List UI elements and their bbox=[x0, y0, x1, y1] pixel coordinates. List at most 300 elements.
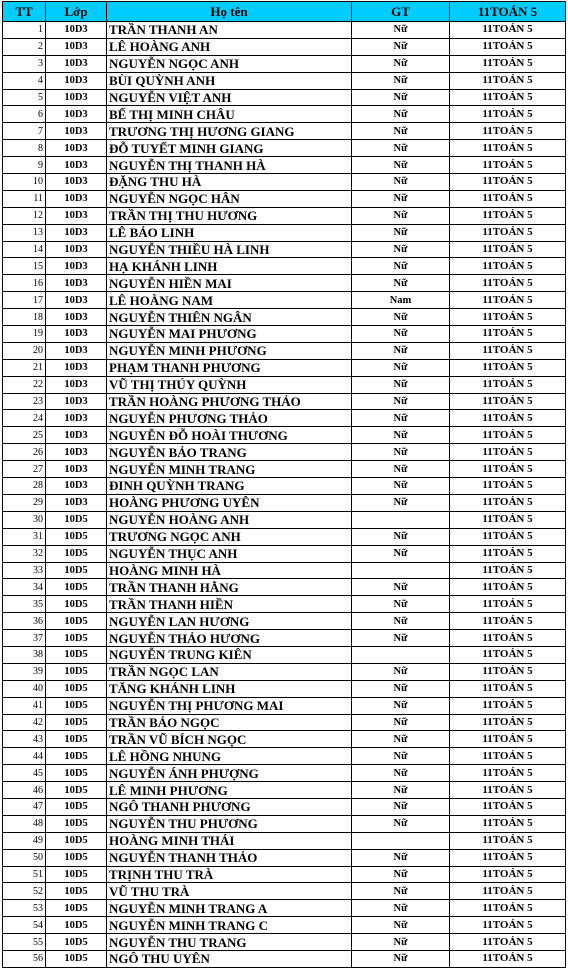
cell-class: 11TOÁN 5 bbox=[450, 258, 566, 275]
cell-class: 11TOÁN 5 bbox=[450, 900, 566, 917]
table-row bbox=[3, 224, 566, 241]
cell-gt: Nữ bbox=[352, 663, 450, 680]
cell-name: NGUYỄN PHƯƠNG THẢO bbox=[107, 410, 352, 427]
cell-lop: 10D3 bbox=[46, 89, 107, 106]
cell-lop: 10D3 bbox=[46, 444, 107, 461]
cell-name: TRẦN THANH HẰNG bbox=[107, 579, 352, 596]
cell-gt: Nữ bbox=[352, 55, 450, 72]
cell-name: TRẦN THANH HIỀN bbox=[107, 596, 352, 613]
cell-class: 11TOÁN 5 bbox=[450, 275, 566, 292]
cell-name: VŨ THU TRÀ bbox=[107, 883, 352, 900]
cell-tt: 15 bbox=[3, 258, 46, 275]
cell-lop: 10D5 bbox=[46, 562, 107, 579]
cell-gt: Nữ bbox=[352, 630, 450, 647]
cell-tt: 11 bbox=[3, 190, 46, 207]
cell-gt: Nữ bbox=[352, 342, 450, 359]
cell-class: 11TOÁN 5 bbox=[450, 697, 566, 714]
cell-gt: Nữ bbox=[352, 900, 450, 917]
cell-tt: 51 bbox=[3, 866, 46, 883]
cell-gt: Nữ bbox=[352, 359, 450, 376]
cell-name: ĐẶNG THU HÀ bbox=[107, 174, 352, 191]
cell-name: NGUYỄN MINH PHƯƠNG bbox=[107, 342, 352, 359]
cell-gt: Nữ bbox=[352, 140, 450, 157]
cell-class: 11TOÁN 5 bbox=[450, 224, 566, 241]
cell-lop: 10D3 bbox=[46, 275, 107, 292]
cell-name: ĐINH QUỲNH TRANG bbox=[107, 478, 352, 495]
table-row bbox=[3, 157, 566, 174]
table-row bbox=[3, 680, 566, 697]
cell-class: 11TOÁN 5 bbox=[450, 849, 566, 866]
cell-lop: 10D3 bbox=[46, 106, 107, 123]
cell-tt: 35 bbox=[3, 596, 46, 613]
cell-tt: 43 bbox=[3, 731, 46, 748]
cell-gt: Nữ bbox=[352, 596, 450, 613]
cell-tt: 16 bbox=[3, 275, 46, 292]
cell-lop: 10D3 bbox=[46, 38, 107, 55]
cell-gt: Nữ bbox=[352, 72, 450, 89]
cell-gt: Nữ bbox=[352, 22, 450, 39]
cell-class: 11TOÁN 5 bbox=[450, 511, 566, 528]
cell-class: 11TOÁN 5 bbox=[450, 782, 566, 799]
header-lop: Lớp bbox=[46, 2, 107, 22]
table-row bbox=[3, 714, 566, 731]
table-row bbox=[3, 663, 566, 680]
cell-class: 11TOÁN 5 bbox=[450, 241, 566, 258]
cell-tt: 48 bbox=[3, 815, 46, 832]
cell-gt: Nữ bbox=[352, 461, 450, 478]
cell-gt: Nữ bbox=[352, 917, 450, 934]
cell-name: TRƯƠNG NGỌC ANH bbox=[107, 528, 352, 545]
cell-gt: Nữ bbox=[352, 697, 450, 714]
table-row bbox=[3, 326, 566, 343]
cell-gt: Nữ bbox=[352, 106, 450, 123]
cell-name: NGUYỄN THỤC ANH bbox=[107, 545, 352, 562]
cell-name: LÊ BẢO LINH bbox=[107, 224, 352, 241]
cell-lop: 10D3 bbox=[46, 55, 107, 72]
cell-tt: 32 bbox=[3, 545, 46, 562]
cell-class: 11TOÁN 5 bbox=[450, 55, 566, 72]
cell-name: NGUYỄN THU TRANG bbox=[107, 934, 352, 951]
cell-class: 11TOÁN 5 bbox=[450, 207, 566, 224]
cell-lop: 10D5 bbox=[46, 798, 107, 815]
table-row bbox=[3, 89, 566, 106]
cell-class: 11TOÁN 5 bbox=[450, 89, 566, 106]
cell-gt: Nữ bbox=[352, 798, 450, 815]
table-row bbox=[3, 190, 566, 207]
cell-tt: 46 bbox=[3, 782, 46, 799]
table-row bbox=[3, 275, 566, 292]
cell-tt: 53 bbox=[3, 900, 46, 917]
cell-gt: Nữ bbox=[352, 123, 450, 140]
table-row bbox=[3, 207, 566, 224]
cell-gt: Nữ bbox=[352, 731, 450, 748]
table-row bbox=[3, 393, 566, 410]
table-row bbox=[3, 917, 566, 934]
cell-class: 11TOÁN 5 bbox=[450, 376, 566, 393]
cell-class: 11TOÁN 5 bbox=[450, 393, 566, 410]
cell-tt: 24 bbox=[3, 410, 46, 427]
cell-name: TRỊNH THU TRÀ bbox=[107, 866, 352, 883]
table-row bbox=[3, 849, 566, 866]
cell-tt: 14 bbox=[3, 241, 46, 258]
table-row bbox=[3, 38, 566, 55]
cell-gt: Nữ bbox=[352, 613, 450, 630]
cell-name: HẠ KHÁNH LINH bbox=[107, 258, 352, 275]
cell-tt: 2 bbox=[3, 38, 46, 55]
cell-name: TRẦN HOÀNG PHƯƠNG THẢO bbox=[107, 393, 352, 410]
cell-class: 11TOÁN 5 bbox=[450, 309, 566, 326]
cell-lop: 10D5 bbox=[46, 613, 107, 630]
cell-class: 11TOÁN 5 bbox=[450, 646, 566, 663]
cell-tt: 26 bbox=[3, 444, 46, 461]
table-row bbox=[3, 174, 566, 191]
cell-lop: 10D5 bbox=[46, 765, 107, 782]
cell-lop: 10D5 bbox=[46, 849, 107, 866]
cell-gt: Nữ bbox=[352, 157, 450, 174]
cell-gt: Nữ bbox=[352, 174, 450, 191]
cell-lop: 10D5 bbox=[46, 528, 107, 545]
cell-name: NGUYỄN THIÊN NGÂN bbox=[107, 309, 352, 326]
cell-name: NGUYỄN THIỀU HÀ LINH bbox=[107, 241, 352, 258]
table-row bbox=[3, 241, 566, 258]
cell-name: TRẦN BẢO NGỌC bbox=[107, 714, 352, 731]
cell-lop: 10D5 bbox=[46, 917, 107, 934]
table-row bbox=[3, 376, 566, 393]
cell-class: 11TOÁN 5 bbox=[450, 190, 566, 207]
cell-lop: 10D3 bbox=[46, 224, 107, 241]
cell-lop: 10D5 bbox=[46, 630, 107, 647]
cell-name: LÊ HOÀNG NAM bbox=[107, 292, 352, 309]
cell-lop: 10D3 bbox=[46, 427, 107, 444]
cell-lop: 10D5 bbox=[46, 866, 107, 883]
cell-lop: 10D5 bbox=[46, 697, 107, 714]
cell-lop: 10D5 bbox=[46, 950, 107, 967]
cell-class: 11TOÁN 5 bbox=[450, 883, 566, 900]
cell-lop: 10D5 bbox=[46, 731, 107, 748]
table-row bbox=[3, 646, 566, 663]
cell-name: NGUYỄN THANH THẢO bbox=[107, 849, 352, 866]
cell-lop: 10D3 bbox=[46, 342, 107, 359]
cell-name: NGUYỄN ÁNH PHƯỢNG bbox=[107, 765, 352, 782]
cell-lop: 10D5 bbox=[46, 883, 107, 900]
cell-gt: Nữ bbox=[352, 765, 450, 782]
table-row bbox=[3, 596, 566, 613]
cell-name: BẾ THỊ MINH CHÂU bbox=[107, 106, 352, 123]
cell-gt: Nữ bbox=[352, 326, 450, 343]
cell-gt: Nữ bbox=[352, 950, 450, 967]
table-row bbox=[3, 613, 566, 630]
cell-tt: 49 bbox=[3, 832, 46, 849]
cell-class: 11TOÁN 5 bbox=[450, 478, 566, 495]
cell-lop: 10D5 bbox=[46, 646, 107, 663]
table-row bbox=[3, 55, 566, 72]
cell-class: 11TOÁN 5 bbox=[450, 680, 566, 697]
table-row bbox=[3, 511, 566, 528]
cell-lop: 10D5 bbox=[46, 934, 107, 951]
cell-gt bbox=[352, 646, 450, 663]
cell-lop: 10D3 bbox=[46, 393, 107, 410]
cell-gt: Nữ bbox=[352, 275, 450, 292]
cell-name: NGUYỄN HIỀN MAI bbox=[107, 275, 352, 292]
cell-class: 11TOÁN 5 bbox=[450, 410, 566, 427]
cell-tt: 45 bbox=[3, 765, 46, 782]
cell-name: NGUYỄN ĐỖ HOÀI THƯƠNG bbox=[107, 427, 352, 444]
cell-lop: 10D3 bbox=[46, 72, 107, 89]
cell-class: 11TOÁN 5 bbox=[450, 22, 566, 39]
cell-gt: Nữ bbox=[352, 258, 450, 275]
cell-tt: 34 bbox=[3, 579, 46, 596]
cell-gt: Nữ bbox=[352, 545, 450, 562]
cell-lop: 10D3 bbox=[46, 376, 107, 393]
cell-name: TRẦN THỊ THU HƯƠNG bbox=[107, 207, 352, 224]
table-row bbox=[3, 123, 566, 140]
cell-tt: 55 bbox=[3, 934, 46, 951]
cell-gt: Nữ bbox=[352, 680, 450, 697]
cell-name: NGUYỄN THẢO HƯƠNG bbox=[107, 630, 352, 647]
cell-name: NGUYỄN LAN HƯƠNG bbox=[107, 613, 352, 630]
cell-lop: 10D3 bbox=[46, 359, 107, 376]
cell-class: 11TOÁN 5 bbox=[450, 917, 566, 934]
cell-tt: 4 bbox=[3, 72, 46, 89]
cell-class: 11TOÁN 5 bbox=[450, 157, 566, 174]
cell-lop: 10D3 bbox=[46, 292, 107, 309]
cell-name: NGUYỄN THỊ PHƯƠNG MAI bbox=[107, 697, 352, 714]
table-row bbox=[3, 309, 566, 326]
table-row bbox=[3, 72, 566, 89]
cell-lop: 10D5 bbox=[46, 663, 107, 680]
table-row bbox=[3, 748, 566, 765]
cell-gt: Nữ bbox=[352, 444, 450, 461]
cell-lop: 10D3 bbox=[46, 478, 107, 495]
cell-gt: Nữ bbox=[352, 410, 450, 427]
cell-gt: Nữ bbox=[352, 393, 450, 410]
cell-class: 11TOÁN 5 bbox=[450, 562, 566, 579]
cell-name: LÊ HỒNG NHUNG bbox=[107, 748, 352, 765]
cell-name: NGUYỄN THU PHƯƠNG bbox=[107, 815, 352, 832]
cell-lop: 10D5 bbox=[46, 511, 107, 528]
cell-class: 11TOÁN 5 bbox=[450, 731, 566, 748]
cell-tt: 10 bbox=[3, 174, 46, 191]
cell-lop: 10D5 bbox=[46, 832, 107, 849]
cell-tt: 30 bbox=[3, 511, 46, 528]
table-row bbox=[3, 478, 566, 495]
cell-class: 11TOÁN 5 bbox=[450, 494, 566, 511]
cell-class: 11TOÁN 5 bbox=[450, 798, 566, 815]
cell-class: 11TOÁN 5 bbox=[450, 342, 566, 359]
cell-name: TRẦN NGỌC LAN bbox=[107, 663, 352, 680]
cell-lop: 10D3 bbox=[46, 190, 107, 207]
cell-name: NGUYỄN MINH TRANG A bbox=[107, 900, 352, 917]
cell-lop: 10D5 bbox=[46, 680, 107, 697]
cell-class: 11TOÁN 5 bbox=[450, 528, 566, 545]
cell-tt: 8 bbox=[3, 140, 46, 157]
cell-gt: Nữ bbox=[352, 376, 450, 393]
cell-lop: 10D3 bbox=[46, 123, 107, 140]
cell-name: NGÔ THU UYÊN bbox=[107, 950, 352, 967]
cell-name: TĂNG KHÁNH LINH bbox=[107, 680, 352, 697]
cell-lop: 10D5 bbox=[46, 748, 107, 765]
cell-class: 11TOÁN 5 bbox=[450, 140, 566, 157]
cell-gt bbox=[352, 562, 450, 579]
cell-name: TRƯƠNG THỊ HƯƠNG GIANG bbox=[107, 123, 352, 140]
table-row bbox=[3, 900, 566, 917]
cell-class: 11TOÁN 5 bbox=[450, 765, 566, 782]
cell-tt: 28 bbox=[3, 478, 46, 495]
cell-class: 11TOÁN 5 bbox=[450, 815, 566, 832]
table-row bbox=[3, 934, 566, 951]
cell-name: HOÀNG MINH THÁI bbox=[107, 832, 352, 849]
table-row bbox=[3, 630, 566, 647]
cell-lop: 10D5 bbox=[46, 545, 107, 562]
cell-lop: 10D5 bbox=[46, 815, 107, 832]
cell-gt: Nữ bbox=[352, 309, 450, 326]
cell-tt: 12 bbox=[3, 207, 46, 224]
cell-tt: 47 bbox=[3, 798, 46, 815]
cell-class: 11TOÁN 5 bbox=[450, 866, 566, 883]
table-row bbox=[3, 950, 566, 967]
cell-tt: 37 bbox=[3, 630, 46, 647]
cell-gt bbox=[352, 832, 450, 849]
cell-tt: 54 bbox=[3, 917, 46, 934]
cell-class: 11TOÁN 5 bbox=[450, 106, 566, 123]
cell-name: HOÀNG PHƯƠNG UYÊN bbox=[107, 494, 352, 511]
table-row bbox=[3, 528, 566, 545]
cell-tt: 38 bbox=[3, 646, 46, 663]
cell-gt: Nữ bbox=[352, 190, 450, 207]
table-row bbox=[3, 106, 566, 123]
cell-gt: Nữ bbox=[352, 528, 450, 545]
cell-tt: 56 bbox=[3, 950, 46, 967]
cell-name: NGUYỄN VIỆT ANH bbox=[107, 89, 352, 106]
cell-tt: 44 bbox=[3, 748, 46, 765]
cell-lop: 10D3 bbox=[46, 326, 107, 343]
cell-lop: 10D3 bbox=[46, 461, 107, 478]
cell-class: 11TOÁN 5 bbox=[450, 630, 566, 647]
table-row bbox=[3, 815, 566, 832]
header-gt: GT bbox=[352, 2, 450, 22]
table-body bbox=[3, 22, 566, 968]
cell-class: 11TOÁN 5 bbox=[450, 72, 566, 89]
cell-tt: 13 bbox=[3, 224, 46, 241]
cell-gt: Nam bbox=[352, 292, 450, 309]
cell-gt: Nữ bbox=[352, 748, 450, 765]
cell-tt: 5 bbox=[3, 89, 46, 106]
cell-class: 11TOÁN 5 bbox=[450, 292, 566, 309]
cell-lop: 10D3 bbox=[46, 309, 107, 326]
cell-class: 11TOÁN 5 bbox=[450, 444, 566, 461]
student-list-table bbox=[2, 1, 566, 968]
cell-class: 11TOÁN 5 bbox=[450, 579, 566, 596]
cell-tt: 18 bbox=[3, 309, 46, 326]
cell-gt bbox=[352, 511, 450, 528]
table-row bbox=[3, 292, 566, 309]
table-row bbox=[3, 461, 566, 478]
cell-lop: 10D5 bbox=[46, 714, 107, 731]
cell-name: NGUYỄN BẢO TRANG bbox=[107, 444, 352, 461]
cell-name: ĐỖ TUYẾT MINH GIANG bbox=[107, 140, 352, 157]
cell-name: NGÔ THANH PHƯƠNG bbox=[107, 798, 352, 815]
cell-lop: 10D5 bbox=[46, 579, 107, 596]
table-row bbox=[3, 832, 566, 849]
table-row bbox=[3, 410, 566, 427]
cell-gt: Nữ bbox=[352, 883, 450, 900]
cell-tt: 36 bbox=[3, 613, 46, 630]
table-row bbox=[3, 444, 566, 461]
cell-name: LÊ HOÀNG ANH bbox=[107, 38, 352, 55]
cell-tt: 20 bbox=[3, 342, 46, 359]
cell-tt: 25 bbox=[3, 427, 46, 444]
cell-gt: Nữ bbox=[352, 579, 450, 596]
cell-gt: Nữ bbox=[352, 866, 450, 883]
header-row bbox=[3, 2, 566, 22]
cell-gt: Nữ bbox=[352, 714, 450, 731]
cell-tt: 19 bbox=[3, 326, 46, 343]
cell-class: 11TOÁN 5 bbox=[450, 123, 566, 140]
cell-tt: 31 bbox=[3, 528, 46, 545]
cell-gt: Nữ bbox=[352, 38, 450, 55]
cell-tt: 23 bbox=[3, 393, 46, 410]
cell-tt: 29 bbox=[3, 494, 46, 511]
cell-lop: 10D3 bbox=[46, 22, 107, 39]
cell-tt: 6 bbox=[3, 106, 46, 123]
cell-name: NGUYỄN NGỌC HÂN bbox=[107, 190, 352, 207]
table-row bbox=[3, 579, 566, 596]
cell-name: HOÀNG MINH HÀ bbox=[107, 562, 352, 579]
cell-class: 11TOÁN 5 bbox=[450, 326, 566, 343]
cell-lop: 10D3 bbox=[46, 140, 107, 157]
cell-gt: Nữ bbox=[352, 207, 450, 224]
header-name: Họ tên bbox=[107, 2, 352, 22]
table-row bbox=[3, 258, 566, 275]
cell-name: TRẦN THANH AN bbox=[107, 22, 352, 39]
cell-class: 11TOÁN 5 bbox=[450, 596, 566, 613]
cell-tt: 7 bbox=[3, 123, 46, 140]
table-row bbox=[3, 22, 566, 39]
cell-class: 11TOÁN 5 bbox=[450, 461, 566, 478]
cell-tt: 1 bbox=[3, 22, 46, 39]
cell-gt: Nữ bbox=[352, 494, 450, 511]
table-row bbox=[3, 765, 566, 782]
cell-name: BÙI QUỲNH ANH bbox=[107, 72, 352, 89]
cell-class: 11TOÁN 5 bbox=[450, 748, 566, 765]
cell-lop: 10D3 bbox=[46, 494, 107, 511]
cell-name: VŨ THỊ THÚY QUỲNH bbox=[107, 376, 352, 393]
cell-tt: 41 bbox=[3, 697, 46, 714]
cell-name: NGUYỄN NGỌC ANH bbox=[107, 55, 352, 72]
header-tt: TT bbox=[3, 2, 46, 22]
table-row bbox=[3, 782, 566, 799]
cell-tt: 22 bbox=[3, 376, 46, 393]
cell-gt: Nữ bbox=[352, 89, 450, 106]
cell-lop: 10D3 bbox=[46, 241, 107, 258]
cell-class: 11TOÁN 5 bbox=[450, 174, 566, 191]
cell-lop: 10D3 bbox=[46, 258, 107, 275]
cell-name: PHẠM THANH PHƯƠNG bbox=[107, 359, 352, 376]
cell-gt: Nữ bbox=[352, 224, 450, 241]
cell-class: 11TOÁN 5 bbox=[450, 832, 566, 849]
cell-tt: 50 bbox=[3, 849, 46, 866]
cell-lop: 10D5 bbox=[46, 782, 107, 799]
cell-tt: 40 bbox=[3, 680, 46, 697]
cell-name: LÊ MINH PHƯƠNG bbox=[107, 782, 352, 799]
cell-class: 11TOÁN 5 bbox=[450, 934, 566, 951]
cell-gt: Nữ bbox=[352, 934, 450, 951]
cell-class: 11TOÁN 5 bbox=[450, 714, 566, 731]
cell-lop: 10D5 bbox=[46, 900, 107, 917]
table-header bbox=[3, 2, 566, 22]
cell-tt: 17 bbox=[3, 292, 46, 309]
table-row bbox=[3, 427, 566, 444]
